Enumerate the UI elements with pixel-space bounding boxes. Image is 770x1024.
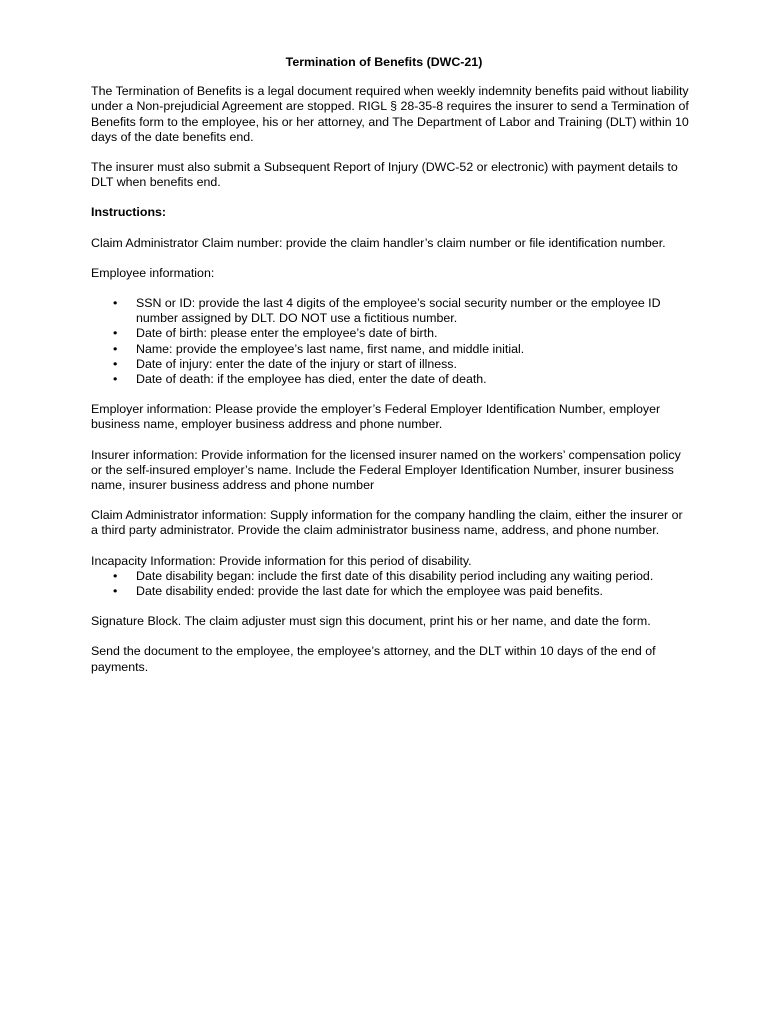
list-item-date-of-birth: • Date of birth: please enter the employee’s date of birth. xyxy=(91,326,691,341)
send-document-paragraph: Send the document to the employee, the employee’s attorney, and the DLT within 10 days of the end of payments. xyxy=(91,644,656,674)
document-page xyxy=(91,55,691,690)
signature-block-paragraph: Signature Block. The claim adjuster must sign this document, print his or her name, and date the form. xyxy=(91,614,651,629)
list-item-date-of-injury: • Date of injury: enter the date of the injury or start of illness. xyxy=(91,357,691,372)
insurer-info-paragraph: Insurer information: Provide information for the licensed insurer named on the workers’ compensation policy or the self-insured employer’s name. Include the Federal Employer Identification Number, insurer business name, insurer business address and phone number xyxy=(91,447,681,493)
employee-info-heading: Employee information: xyxy=(91,265,215,280)
list-item-date-of-death: • Date of death: if the employee has died, enter the date of death. xyxy=(91,372,691,387)
incapacity-info-list xyxy=(91,569,691,599)
employer-info-paragraph: Employer information: Please provide the employer’s Federal Employer Identification Number, employer business name, employer business address and phone number. xyxy=(91,402,661,432)
intro-paragraph: The Termination of Benefits is a legal document required when weekly indemnity benefits paid without liability under a Non-prejudicial Agreement are stopped. RIGL § 28-35-8 requires the insurer to send a Termination of Benefits form to the employee, his or her attorney, and The Department of Labor and Training (DLT) within 10 days of the date benefits end. xyxy=(91,84,689,144)
list-item-ssn: • SSN or ID: provide the last 4 digits of the employee’s social security number or the employee ID number assigned by DLT. DO NOT use a fictitious number. xyxy=(91,296,691,326)
incapacity-info-paragraph: Incapacity Information: Provide information for this period of disability. xyxy=(91,553,472,568)
list-item-disability-ended: • Date disability ended: provide the last date for which the employee was paid benefits. xyxy=(91,584,691,599)
claim-admin-info-paragraph: Claim Administrator information: Supply information for the company handling the claim, either the insurer or a third party administrator. Provide the claim administrator business name, address, and phone number. xyxy=(91,508,683,538)
instructions-heading: Instructions: xyxy=(91,205,167,220)
employee-info-list xyxy=(91,296,691,387)
subsequent-report-paragraph: The insurer must also submit a Subsequent Report of Injury (DWC-52 or electronic) with payment details to DLT when benefits end. xyxy=(91,160,678,190)
claim-number-paragraph: Claim Administrator Claim number: provide the claim handler’s claim number or file identification number. xyxy=(91,235,666,250)
list-item-disability-began: • Date disability began: include the first date of this disability period including any waiting period. xyxy=(91,569,691,584)
document-title: Termination of Benefits (DWC-21) xyxy=(285,55,483,69)
list-item-name: • Name: provide the employee’s last name, first name, and middle initial. xyxy=(91,342,691,357)
